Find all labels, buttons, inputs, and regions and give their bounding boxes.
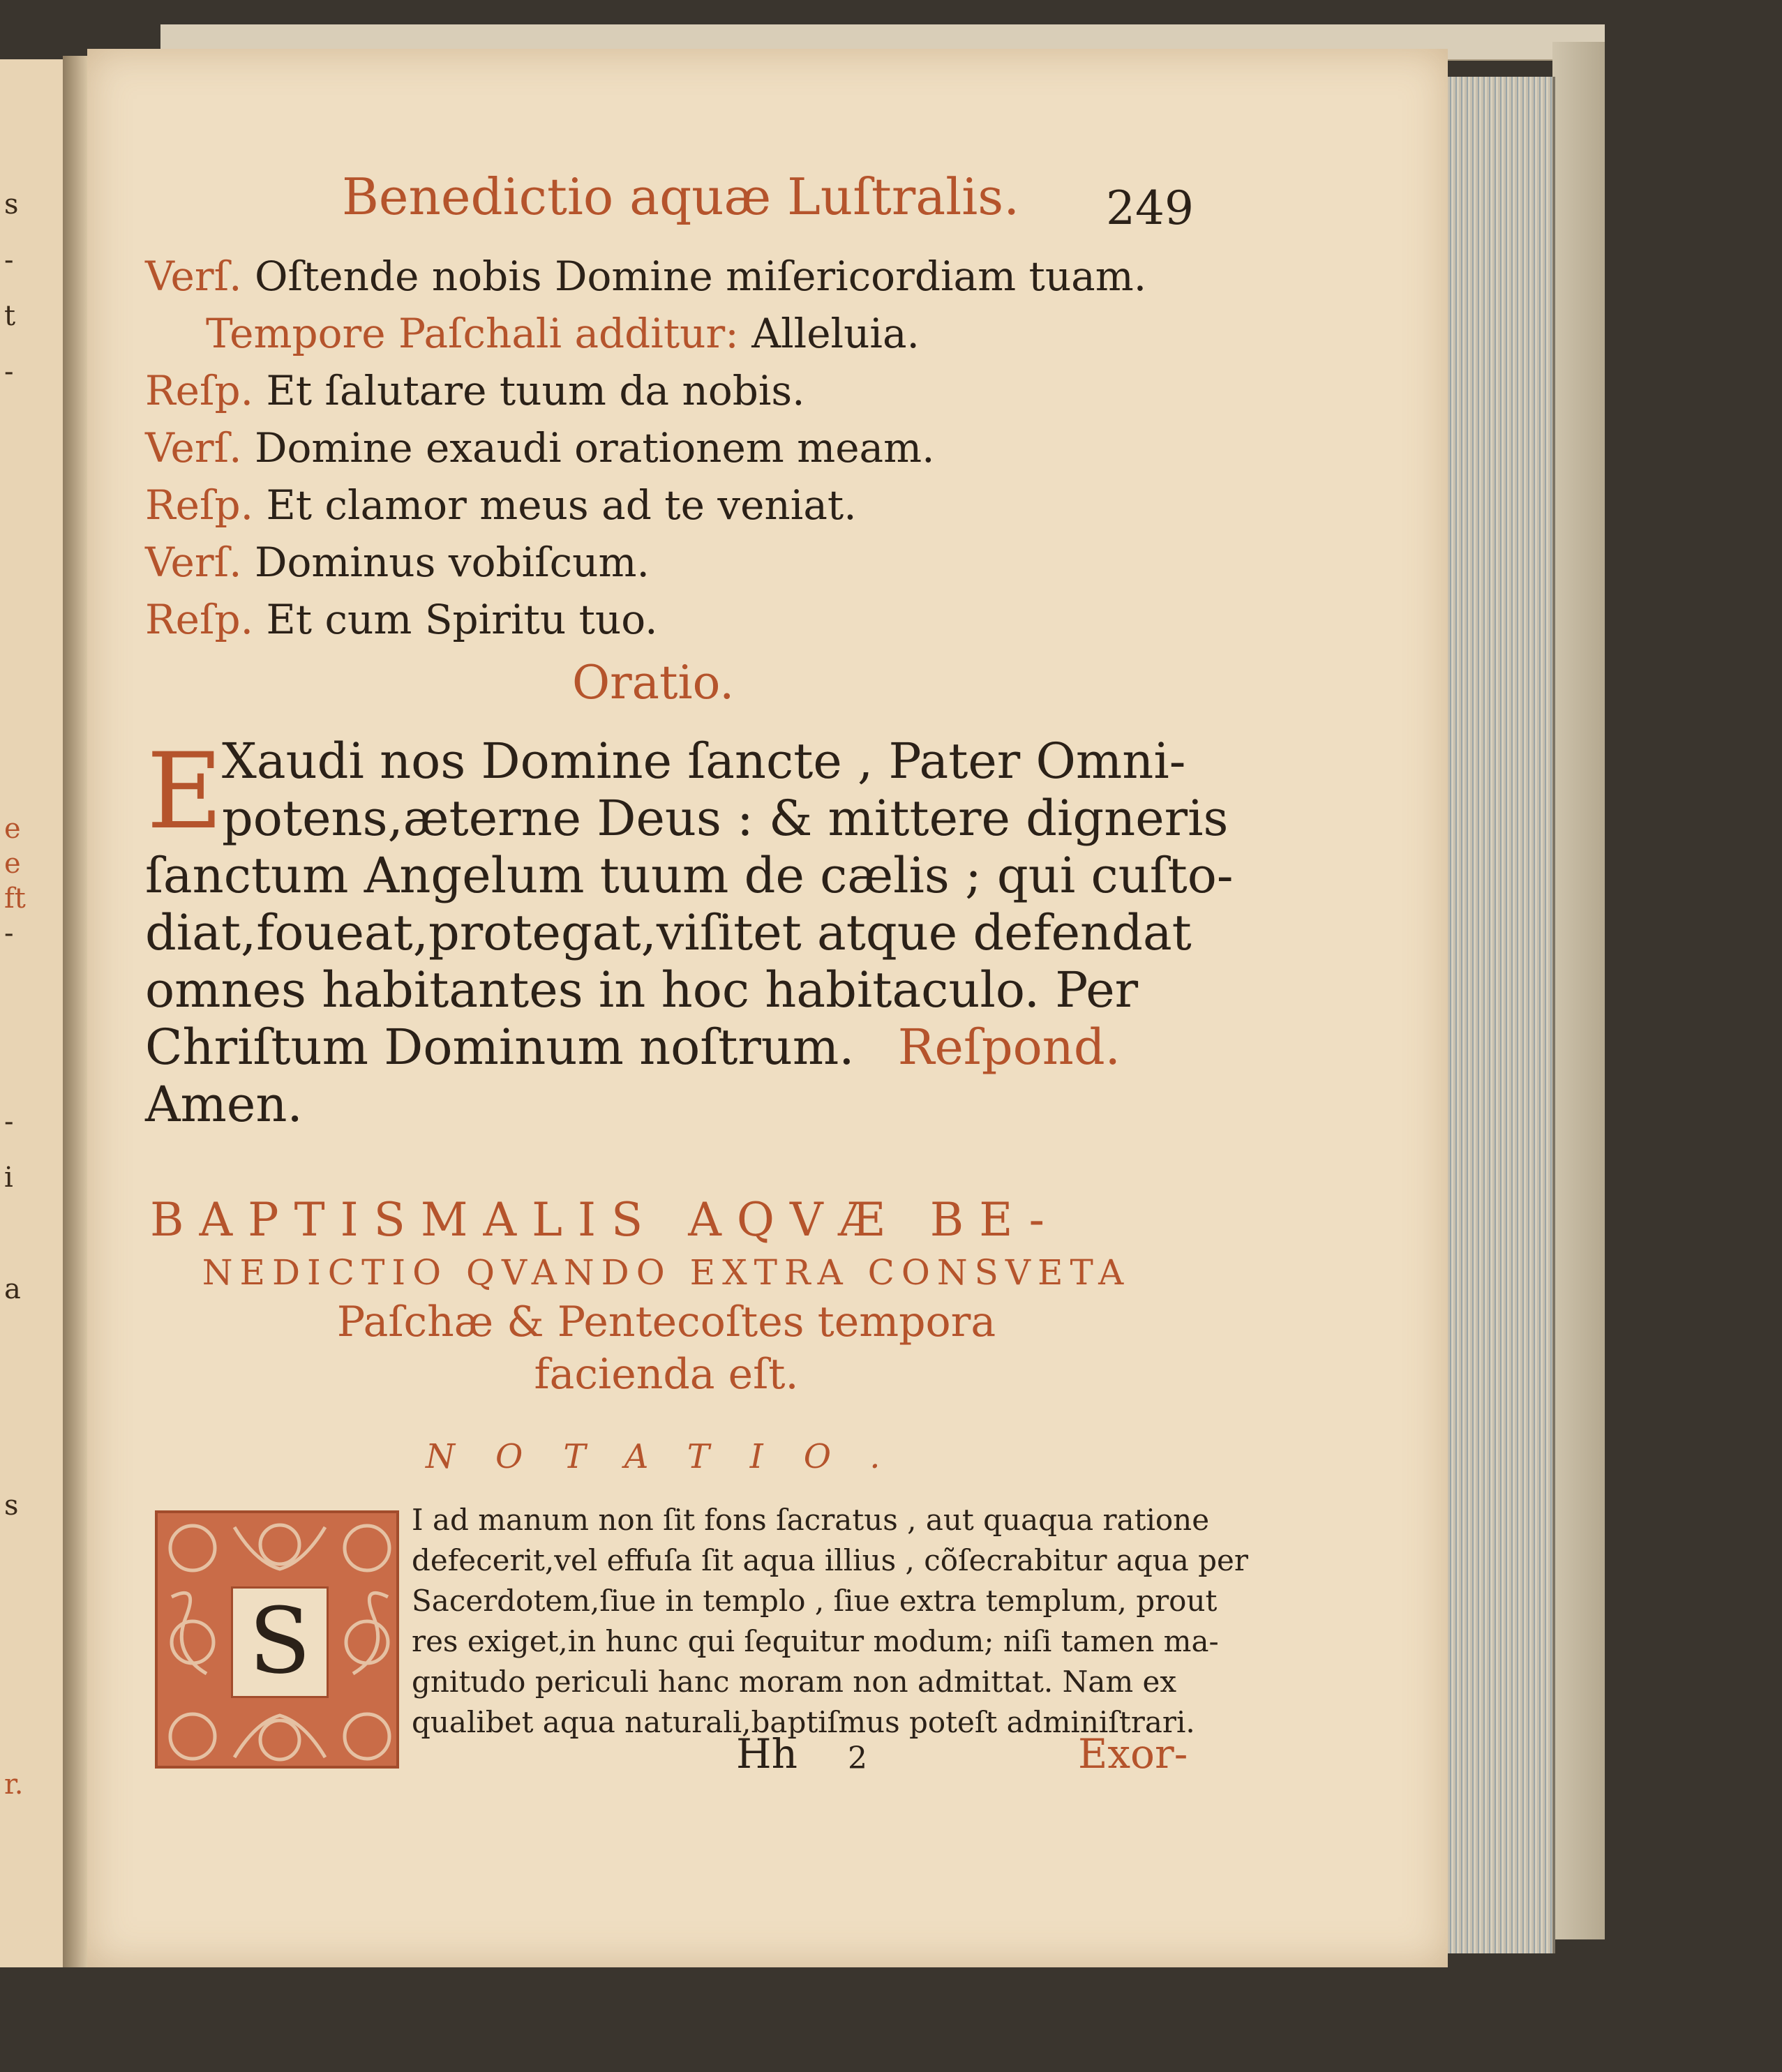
oratio-line-with-respond	[145, 1019, 1185, 1076]
baptismalis-heading-line3: Paſchæ & Pentecoſtes tempora	[336, 1298, 996, 1346]
versicle-text: Alleluia.	[751, 310, 920, 357]
versicle-label: Verſ.	[145, 424, 242, 472]
left-page-fragment: -	[4, 1106, 14, 1138]
versicle-line	[145, 591, 658, 648]
versicle-line	[145, 362, 805, 419]
versicle-label: Verſ.	[145, 539, 242, 586]
left-page-fragment: a	[4, 1273, 21, 1305]
left-page-fragment: -	[4, 917, 14, 949]
left-page-fragment: -	[4, 244, 14, 276]
left-page-edge	[0, 59, 64, 1967]
left-page-fragment: ft	[4, 883, 26, 915]
versicle-line	[145, 248, 1146, 305]
notatio-line: defecerit,vel effuſa ſit aqua illius , cõſecrabitur aqua per	[412, 1543, 1248, 1577]
left-page-fragment: e	[4, 813, 21, 845]
oratio-paragraph	[145, 733, 1234, 1133]
versicle-text: Oſtende nobis Domine miſericordiam tuam.	[254, 253, 1147, 300]
versicle-line	[145, 476, 857, 534]
oratio-line: diat,foueat,protegat,viſitet atque defendat	[145, 904, 1192, 961]
oratio-line: Chriſtum Dominum noſtrum.	[145, 1019, 855, 1076]
left-page-fragment: s	[4, 1489, 19, 1522]
oratio-dropcap: E	[147, 731, 223, 853]
versicle-text: Et clamor meus ad te veniat.	[266, 481, 857, 529]
notatio-line: res exiget,in hunc qui ſequitur modum; niſi tamen ma-	[412, 1624, 1219, 1658]
versicle-text: Et cum Spiritu tuo.	[266, 596, 658, 643]
versicle-text: Et ſalutare tuum da nobis.	[266, 367, 805, 414]
signature-number: 2	[848, 1741, 867, 1776]
left-page-fragment: t	[4, 300, 16, 332]
notatio-line: gnitudo periculi hanc moram non admittat. Nam ex	[412, 1665, 1177, 1699]
versicle-label: Reſp.	[145, 367, 254, 414]
notatio-line: I ad manum non ſit fons ſacratus , aut quaqua ratione	[412, 1503, 1210, 1537]
notatio-line: Sacerdotem,ſiue in templo , ſiue extra templum, prout	[412, 1584, 1218, 1618]
catchword: Exor-	[1078, 1730, 1188, 1778]
page-number: 249	[1106, 181, 1194, 235]
ornamental-initial-frame	[155, 1510, 399, 1769]
left-page-fragment: s	[4, 188, 19, 220]
page-edges	[1448, 77, 1555, 1953]
oratio-line: potens,æterne Deus : & mittere digneris	[222, 790, 1229, 847]
notatio-paragraph	[412, 1500, 1248, 1743]
book-gutter	[63, 56, 91, 1967]
baptismalis-heading-line1: BAPTISMALIS AQVÆ BE-	[150, 1193, 1060, 1247]
oratio-line: ſanctum Angelum tuum de cælis ; qui cuſto-	[145, 847, 1234, 904]
versicle-line	[206, 305, 920, 362]
respond-label: Reſpond.	[897, 1019, 1121, 1076]
versicle-text: Dominus vobiſcum.	[254, 539, 650, 586]
versicle-line	[145, 534, 650, 591]
versicle-text: Domine exaudi orationem meam.	[254, 424, 935, 472]
baptismalis-heading-line4: facienda eſt.	[534, 1350, 799, 1399]
notatio-dropcap: S	[231, 1586, 329, 1698]
left-page-fragment: r.	[4, 1769, 24, 1801]
book-cover-right	[1552, 42, 1605, 1939]
versicle-label: Reſp.	[145, 481, 254, 529]
versicle-line	[145, 419, 935, 476]
amen-line: Amen.	[145, 1076, 303, 1133]
versicle-label: Reſp.	[145, 596, 254, 643]
left-page-fragment: i	[4, 1162, 13, 1194]
left-page-fragment: e	[4, 848, 21, 880]
oratio-line: Xaudi nos Domine ſancte , Pater Omni-	[222, 733, 1186, 790]
notatio-line: qualibet aqua naturali,baptiſmus poteſt adminiſtrari.	[412, 1705, 1195, 1739]
versicle-label: Tempore Paſchali additur:	[206, 310, 739, 357]
signature-mark: Hh	[736, 1730, 798, 1778]
running-header: Benedictio aquæ Luſtralis.	[342, 167, 1020, 226]
oratio-line: omnes habitantes in hoc habitaculo. Per	[145, 961, 1139, 1019]
notatio-heading: NOTATIO.	[426, 1437, 921, 1476]
oratio-heading: Oratio.	[572, 656, 735, 710]
versicle-label: Verſ.	[145, 253, 242, 300]
baptismalis-heading-line2: NEDICTIO QVANDO EXTRA CONSVETA	[202, 1252, 1131, 1293]
left-page-fragment: -	[4, 356, 14, 388]
